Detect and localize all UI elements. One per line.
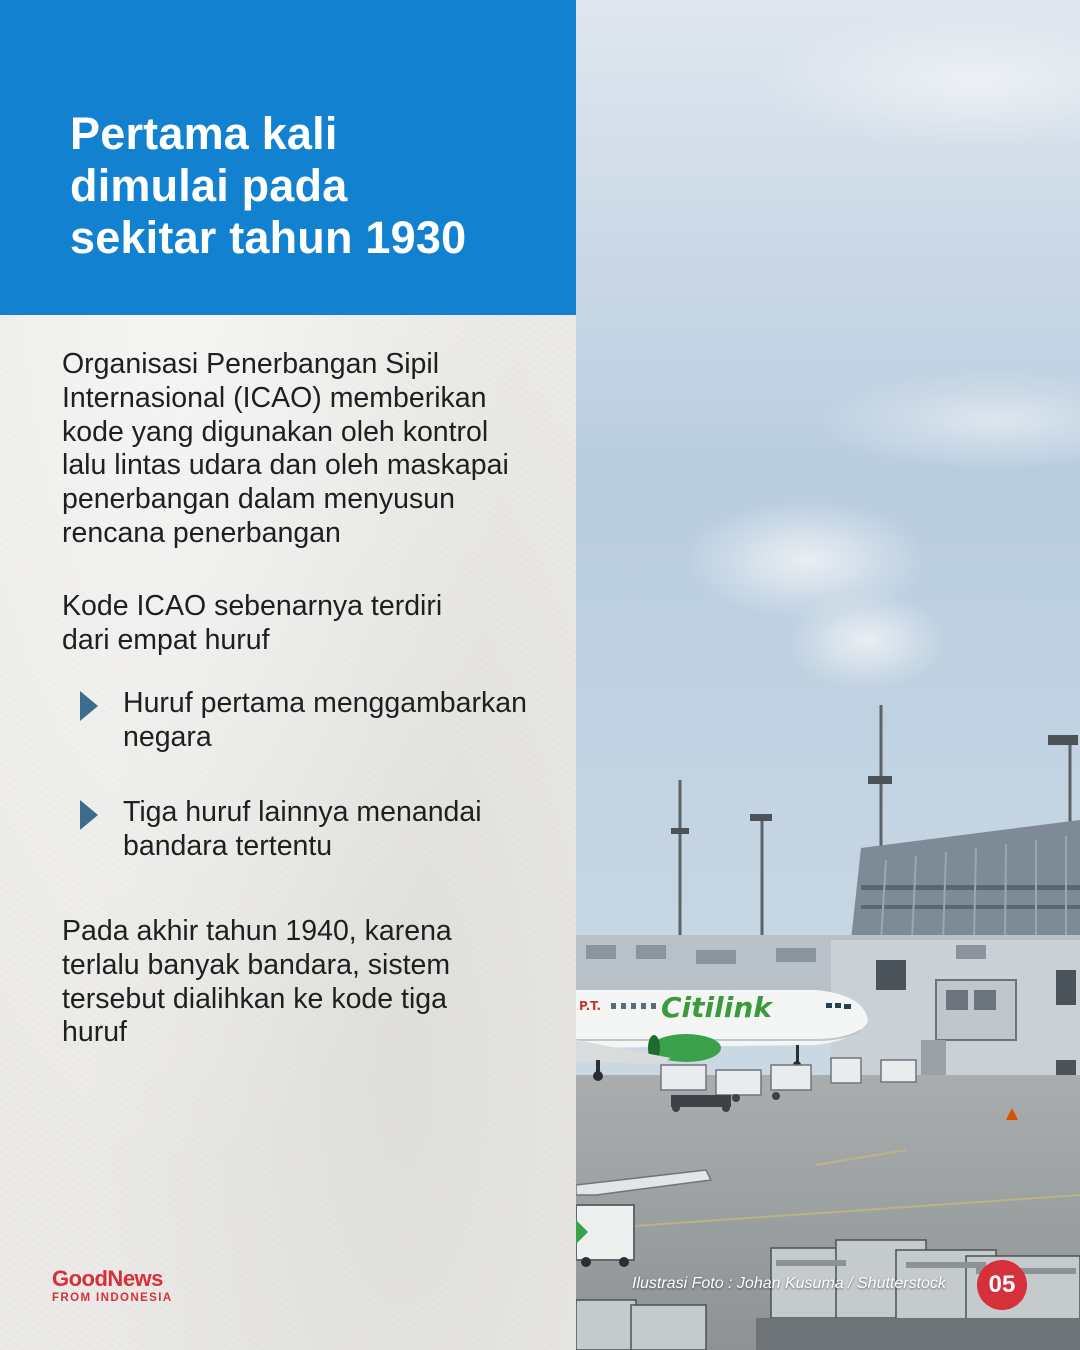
- bullet-text: Tiga huruf lainnya menandai bandara tertentu: [123, 796, 482, 862]
- title-line-3: sekitar tahun 1930: [70, 212, 467, 263]
- logo-wordmark: GoodNews: [52, 1266, 163, 1291]
- goodnews-logo: [52, 1268, 173, 1305]
- logo-subtitle: FROM INDONESIA: [52, 1292, 173, 1304]
- svg-text:Citilink: Citilink: [661, 991, 772, 1024]
- page-title: [70, 108, 550, 264]
- bullet-text: Huruf pertama menggambarkan negara: [123, 687, 527, 753]
- paragraph-four-letter-code: Kode ICAO sebenarnya terdiri dari empat huruf: [62, 590, 443, 656]
- airport-photo: [576, 0, 1080, 1350]
- title-box: [0, 0, 576, 315]
- play-arrow-icon: [80, 800, 98, 830]
- paragraph-icao-intro: Organisasi Penerbangan Sipil Internasional (ICAO) memberikan kode yang digunakan oleh kontrol lalu lintas udara dan oleh maskapai penerbangan dalam menyusun rencana penerbangan: [62, 348, 509, 549]
- title-line-2: dimulai pada: [70, 160, 348, 211]
- paragraph-three-letter-code: Pada akhir tahun 1940, karena terlalu banyak bandara, sistem tersebut dialihkan ke kode tiga huruf: [62, 915, 452, 1049]
- play-arrow-icon: [80, 691, 98, 721]
- photo-credit: Ilustrasi Foto : Johan Kusuma / Shutterstock: [632, 1275, 946, 1292]
- title-line-1: Pertama kali: [70, 108, 338, 159]
- page-number-badge: 05: [977, 1260, 1027, 1310]
- svg-text:P.T.: P.T.: [579, 999, 602, 1013]
